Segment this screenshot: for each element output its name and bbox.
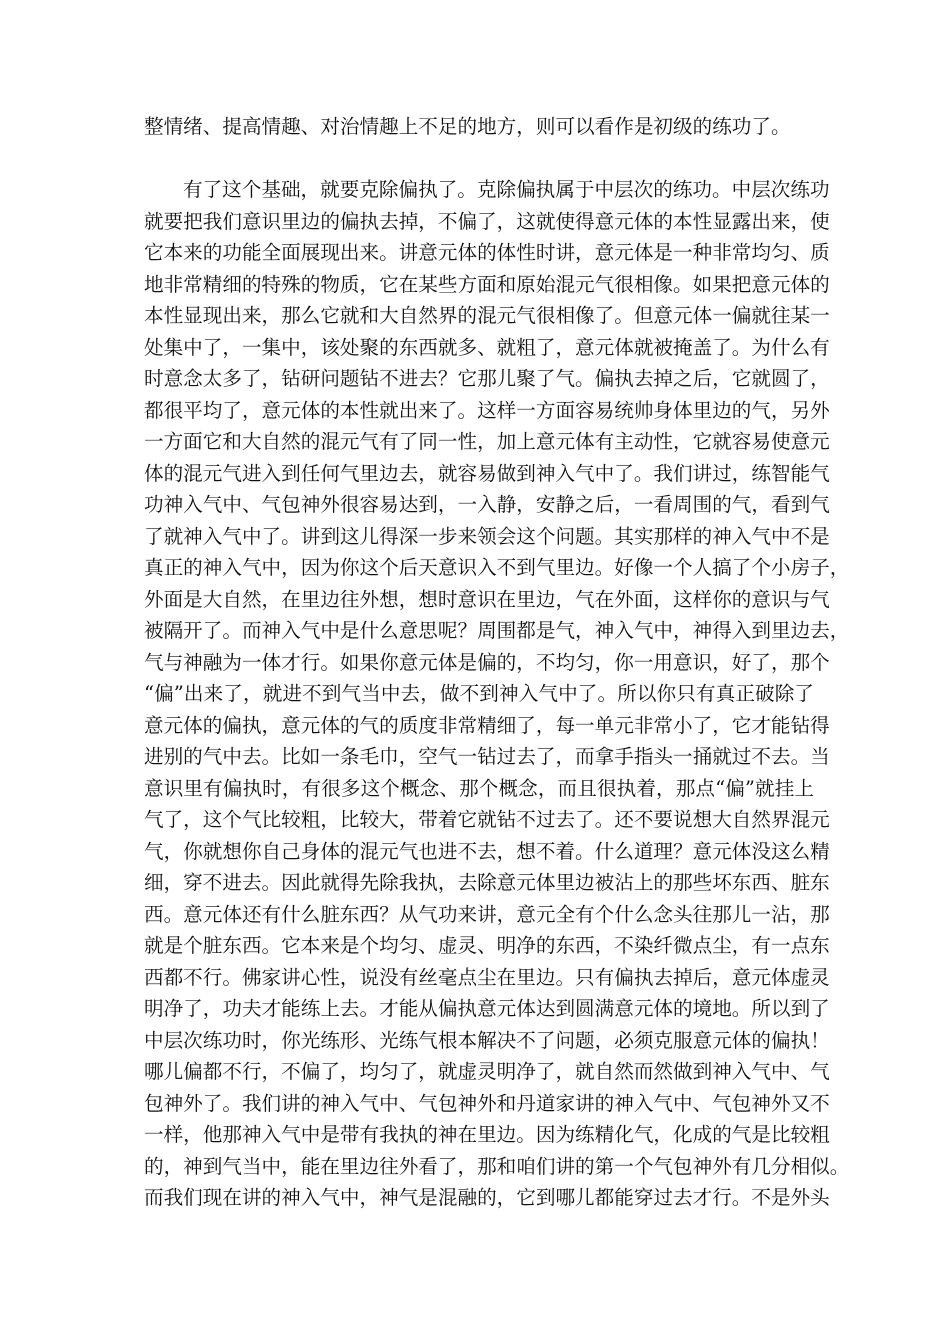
paragraph-2-line-13: 真正的神入气中，因为你这个后天意识入不到气里边。好像一个人搞了个小房子， [144, 556, 850, 579]
paragraph-2-line-14: 外面是大自然，在里边往外想，想时意识在里边，气在外面，这样你的意识与气 [144, 588, 830, 611]
paragraph-2-line-4: 地非常精细的特殊的物质，它在某些方面和原始混元气很相像。如果把意元体的 [144, 273, 830, 296]
paragraph-2-line-16: 气与神融为一体才行。如果你意元体是偏的，不均匀，你一用意识，好了，那个 [144, 651, 830, 674]
paragraph-2-line-28: 中层次练功时，你光练形、光练气根本解决不了问题，必须克服意元体的偏执！ [144, 1029, 830, 1052]
paragraph-2-line-9: 一方面它和大自然的混元气有了同一性，加上意元体有主动性，它就容易使意元 [144, 430, 830, 453]
paragraph-2-line-1: 有了这个基础，就要克除偏执了。克除偏执属于中层次的练功。中层次练功 [183, 178, 830, 201]
paragraph-2-line-33: 而我们现在讲的神入气中，神气是混融的，它到哪儿都能穿过去才行。不是外头 [144, 1186, 830, 1209]
paragraph-2-line-30: 包神外了。我们讲的神入气中、气包神外和丹道家讲的神入气中、气包神外又不 [144, 1092, 830, 1115]
paragraph-2-line-10: 体的混元气进入到任何气里边去，就容易做到神入气中了。我们讲过，练智能气 [144, 462, 830, 485]
paragraph-2-line-26: 西都不行。佛家讲心性，说没有丝毫点尘在里边。只有偏执去掉后，意元体虚灵 [144, 966, 830, 989]
paragraph-2-line-24: 西。意元体还有什么脏东西？从气功来讲，意元全有个什么念头往那儿一沾，那 [144, 903, 830, 926]
paragraph-2-line-3: 它本来的功能全面展现出来。讲意元体的体性时讲，意元体是一种非常均匀、质 [144, 241, 830, 264]
paragraph-2-line-27: 明净了，功夫才能练上去。才能从偏执意元体达到圆满意元体的境地。所以到了 [144, 997, 830, 1020]
paragraph-2-line-7: 时意念太多了，钻研问题钻不进去？它那儿聚了气。偏执去掉之后，它就圆了， [144, 367, 830, 390]
paragraph-2-line-25: 就是个脏东西。它本来是个均匀、虚灵、明净的东西，不染纤微点尘，有一点东 [144, 934, 830, 957]
paragraph-2-line-2: 就要把我们意识里边的偏执去掉，不偏了，这就使得意元体的本性显露出来，使 [144, 210, 830, 233]
paragraph-2-line-19: 进别的气中去。比如一条毛巾，空气一钻过去了，而拿手指头一捅就过不去。当 [144, 745, 830, 768]
paragraph-2-line-8: 都很平均了，意元体的本性就出来了。这样一方面容易统帅身体里边的气，另外 [144, 399, 830, 422]
paragraph-2-line-23: 细，穿不进去。因此就得先除我执，去除意元体里边被沾上的那些坏东西、脏东 [144, 871, 830, 894]
paragraph-2-line-22: 气，你就想你自己身体的混元气也进不去，想不着。什么道理？意元体没这么精 [144, 840, 830, 863]
paragraph-2-line-5: 本性显现出来，那么它就和大自然界的混元气很相像了。但意元体一偏就往某一 [144, 304, 830, 327]
paragraph-2-line-32: 的，神到气当中，能在里边往外看了，那和咱们讲的第一个气包神外有几分相似。 [144, 1155, 850, 1178]
paragraph-2-line-11: 功神入气中、气包神外很容易达到，一入静，安静之后，一看周围的气，看到气 [144, 493, 830, 516]
paragraph-2-line-17: “偏”出来了，就进不到气当中去，做不到神入气中了。所以你只有真正破除了 [144, 682, 814, 705]
paragraph-2-line-12: 了就神入气中了。讲到这儿得深一步来领会这个问题。其实那样的神入气中不是 [144, 525, 830, 548]
paragraph-2-line-18: 意元体的偏执，意元体的气的质度非常精细了，每一单元非常小了，它才能钻得 [144, 714, 830, 737]
paragraph-1-line-1: 整情绪、提高情趣、对治情趣上不足的地方，则可以看作是初级的练功了。 [144, 115, 791, 138]
paragraph-2-line-6: 处集中了，一集中，该处聚的东西就多、就粗了，意元体就被掩盖了。为什么有 [144, 336, 830, 359]
paragraph-2-line-21: 气了，这个气比较粗，比较大，带着它就钻不过去了。还不要说想大自然界混元 [144, 808, 830, 831]
paragraph-2-line-31: 一样，他那神入气中是带有我执的神在里边。因为练精化气，化成的气是比较粗 [144, 1123, 830, 1146]
paragraph-2-line-15: 被隔开了。而神入气中是什么意思呢？周围都是气，神入气中，神得入到里边去， [144, 619, 850, 642]
paragraph-2-line-29: 哪儿偏都不行，不偏了，均匀了，就虚灵明净了，就自然而然做到神入气中、气 [144, 1060, 830, 1083]
paragraph-2-line-20: 意识里有偏执时，有很多这个概念、那个概念，而且很执着，那点“偏”就挂上 [144, 777, 814, 800]
